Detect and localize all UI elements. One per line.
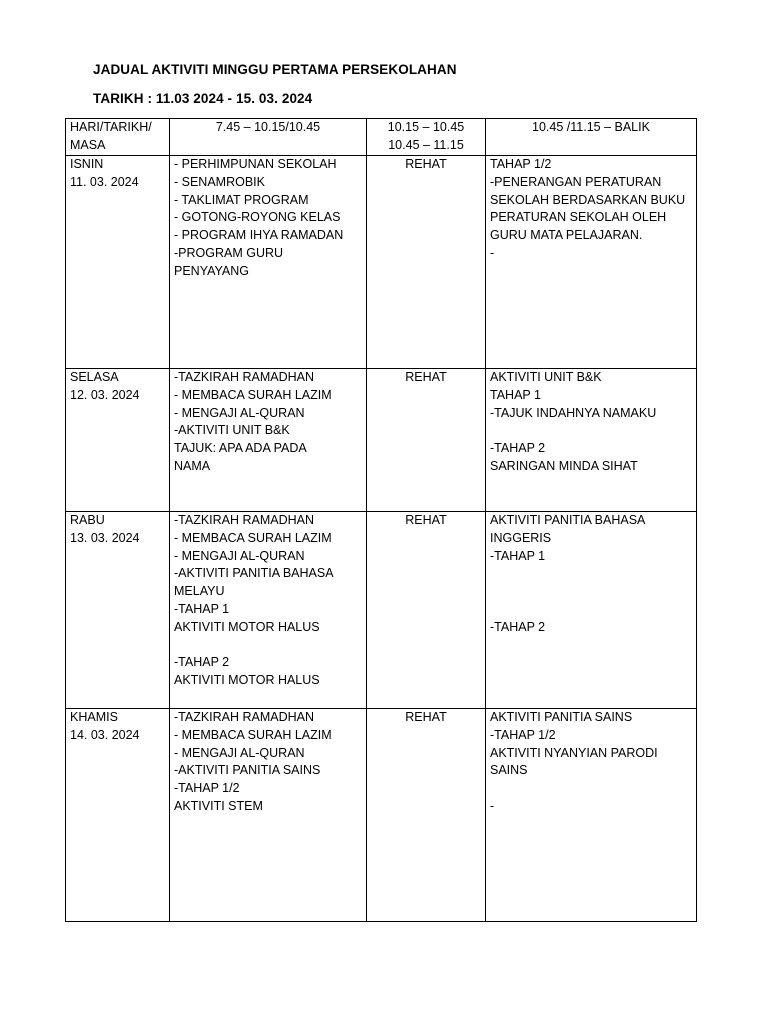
cell-line: SELASA [70,370,119,384]
morning-activities-cell [170,369,367,512]
afternoon-activities-cell [486,512,697,709]
cell-line: - PROGRAM IHYA RAMADAN [174,228,344,243]
cell-line: -TAHAP 2 [490,441,546,456]
cell-line: -TAJUK INDAHNYA NAMAKU [490,405,657,420]
cell-line: - MENGAJI AL-QURAN [174,405,305,420]
cell-line: -TAZKIRAH RAMADHAN [174,513,315,527]
cell-line: AKTIVITI MOTOR HALUS [174,673,320,688]
day-date-cell [66,156,170,369]
cell-line: -TAHAP 1 [490,548,546,563]
cell-line: - MEMBACA SURAH LAZIM [174,387,332,402]
day-date-cell [66,709,170,922]
cell-line: TAHAP 1 [490,387,541,402]
cell-line: - GOTONG-ROYONG KELAS [174,210,341,225]
cell-line: REHAT [405,370,447,384]
table-row [66,512,697,709]
cell-line: - [490,798,495,813]
cell-line [490,780,692,798]
cell-line: 13. 03. 2024 [70,530,140,545]
cell-line: SAINS [490,763,528,778]
break-cell [367,512,486,709]
cell-line: -TAZKIRAH RAMADHAN [174,370,315,384]
afternoon-activities-cell [486,369,697,512]
cell-line: MELAYU [174,584,225,599]
date-range: TARIKH : 11.03 2024 - 15. 03. 2024 [93,91,313,106]
day-date-cell [66,369,170,512]
cell-line: REHAT [405,513,447,527]
cell-line: GURU MATA PELAJARAN. [490,228,643,243]
cell-line: SARINGAN MINDA SIHAT [490,458,638,473]
cell-line: KHAMIS [70,710,118,724]
cell-line: TAHAP 1/2 [490,157,552,171]
cell-line: -AKTIVITI UNIT B&K [174,423,290,438]
break-cell [367,156,486,369]
cell-line: -TAHAP 2 [174,655,230,670]
header-day-date: HARI/TARIKH/ MASA [66,119,170,156]
cell-line: PERATURAN SEKOLAH OLEH [490,210,667,225]
header-morning-slot: 7.45 – 10.15/10.45 [170,119,367,156]
cell-line: -TAHAP 1 [174,601,230,616]
cell-line [490,422,692,440]
afternoon-activities-cell [486,709,697,922]
cell-line: -TAHAP 2 [490,619,546,634]
cell-line: TAJUK: APA ADA PADA [174,441,307,456]
cell-line: AKTIVITI PANITIA BAHASA [490,513,646,527]
cell-line: - PERHIMPUNAN SEKOLAH [174,157,337,171]
morning-activities-cell [170,709,367,922]
table-row [66,709,697,922]
cell-line: 12. 03. 2024 [70,387,140,402]
cell-line: - SENAMROBIK [174,174,265,189]
cell-line [490,601,692,619]
cell-line: AKTIVITI UNIT B&K [490,370,602,384]
cell-line: -PENERANGAN PERATURAN [490,174,662,189]
cell-line: AKTIVITI NYANYIAN PARODI [490,745,658,760]
cell-line: NAMA [174,458,211,473]
cell-line: - MENGAJI AL-QURAN [174,548,305,563]
table-row [66,156,697,369]
cell-line: -TAHAP 1/2 [490,727,556,742]
cell-line: AKTIVITI PANITIA SAINS [490,710,633,724]
cell-line: 11. 03. 2024 [70,174,139,189]
cell-line: AKTIVITI MOTOR HALUS [174,619,320,634]
cell-line: -TAZKIRAH RAMADHAN [174,710,315,724]
break-cell [367,369,486,512]
cell-line: AKTIVITI STEM [174,798,263,813]
header-row [66,119,697,156]
cell-line: - [490,245,495,260]
day-date-cell [66,512,170,709]
cell-line [174,637,362,655]
cell-line: INGGERIS [490,530,552,545]
cell-line: -AKTIVITI PANITIA SAINS [174,763,321,778]
morning-activities-cell [170,512,367,709]
schedule-table [65,118,697,922]
cell-line: PENYAYANG [174,263,250,278]
morning-activities-cell [170,156,367,369]
afternoon-activities-cell [486,156,697,369]
cell-line [490,583,692,601]
document-title: JADUAL AKTIVITI MINGGU PERTAMA PERSEKOLAHAN [93,62,457,77]
cell-line: RABU [70,513,105,527]
cell-line: - TAKLIMAT PROGRAM [174,192,309,207]
cell-line: SEKOLAH BERDASARKAN BUKU [490,192,686,207]
cell-line: 14. 03. 2024 [70,727,140,742]
cell-line: - MEMBACA SURAH LAZIM [174,530,332,545]
cell-line [490,565,692,583]
cell-line: REHAT [405,157,447,171]
cell-line: REHAT [405,710,447,724]
cell-line: - MEMBACA SURAH LAZIM [174,727,332,742]
table-row [66,369,697,512]
cell-line: ISNIN [70,157,104,171]
header-break-slot: 10.15 – 10.45 10.45 – 11.15 [367,119,486,156]
cell-line: -AKTIVITI PANITIA BAHASA [174,566,334,581]
header-afternoon-slot: 10.45 /11.15 – BALIK [486,119,697,156]
cell-line: - MENGAJI AL-QURAN [174,745,305,760]
cell-line: -PROGRAM GURU [174,245,284,260]
break-cell [367,709,486,922]
cell-line: -TAHAP 1/2 [174,781,240,796]
